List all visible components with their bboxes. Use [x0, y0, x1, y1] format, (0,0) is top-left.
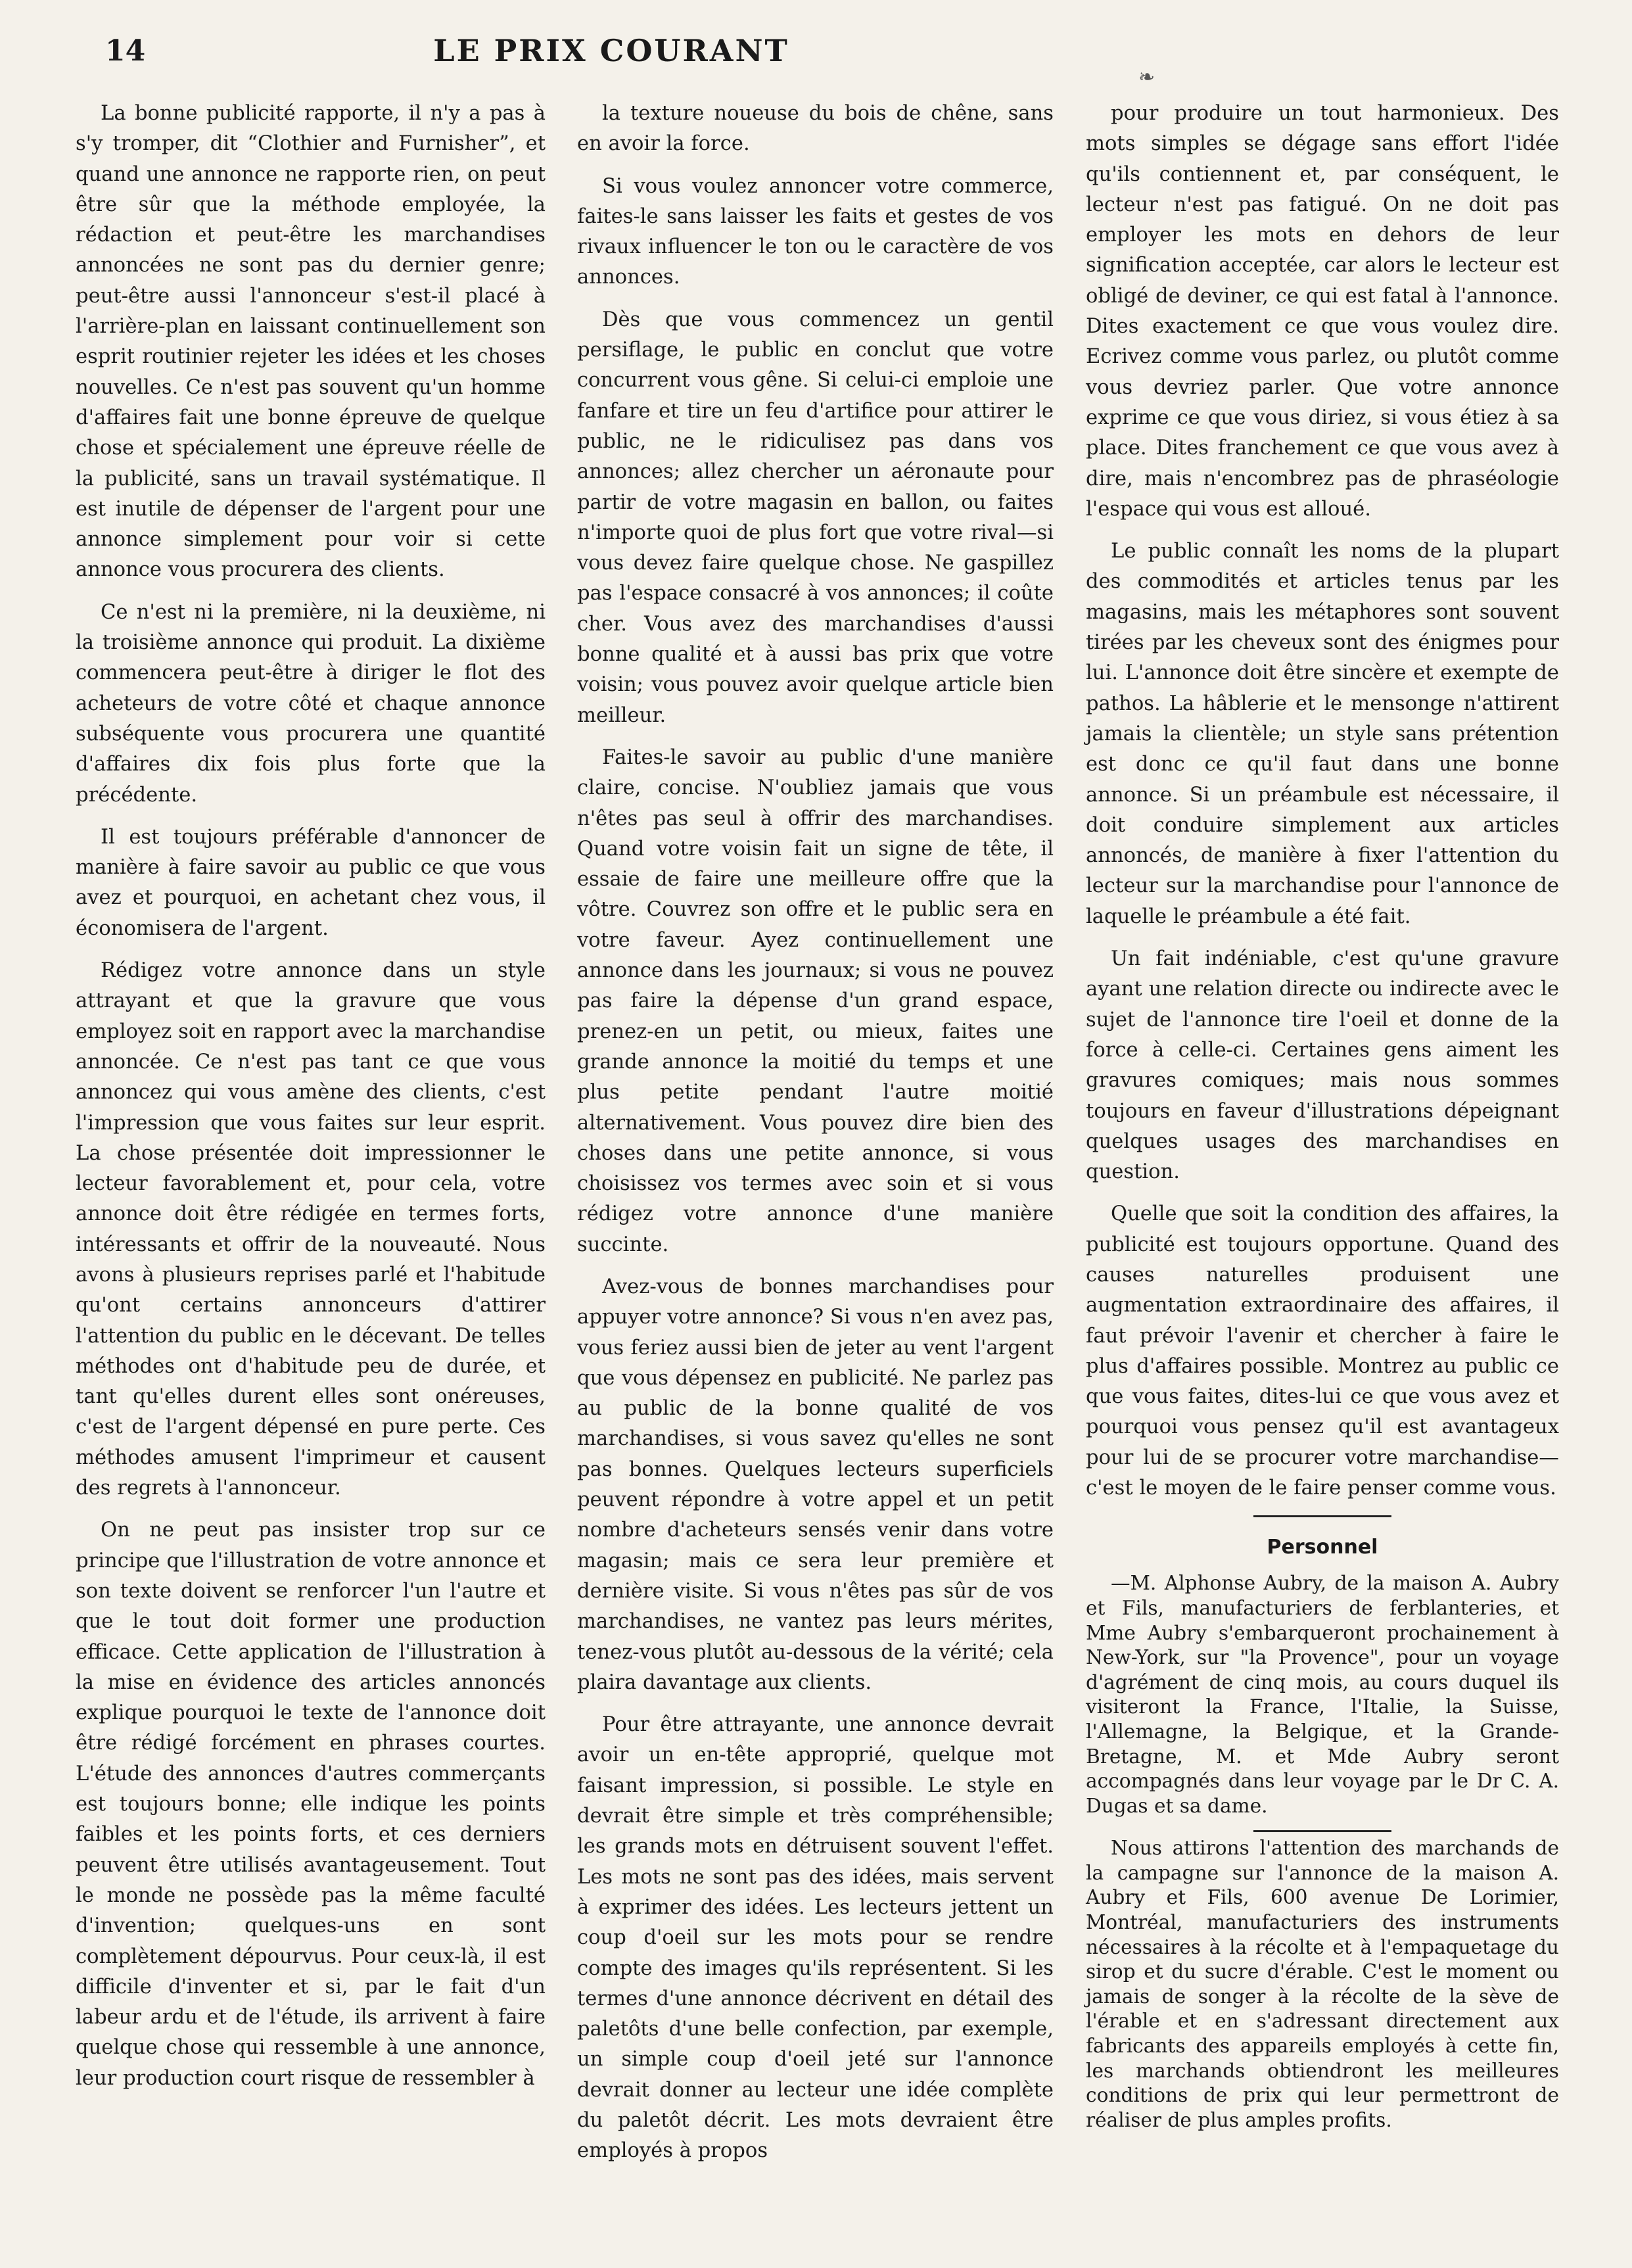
paragraph: Si vous voulez annoncer votre commerce, faites-le sans laisser les faits et gestes de vos rivaux influencer le ton ou le caractère de vos annonces. — [577, 174, 1054, 289]
news-item: —M. Alphonse Aubry, de la maison A. Aubry et Fils, manufacturiers de ferblanteries, et Mme Aubry s'embarqueront prochainement à New-York, sur "la Provence", pour un voyage d'agrément de cinq mois, au cours duquel ils visiteront la France, l'Italie, la Suisse, l'Allemagne, la Belgique, et la Grande-Bretagne, M. et Mde Aubry seront accompagnés dans leur voyage par le Dr C. A. Dugas et sa dame. — [1086, 1572, 1559, 1817]
page-number: 14 — [105, 34, 146, 68]
paragraph: Un fait indéniable, c'est qu'une gravure ayant une relation directe ou indirecte avec le sujet de l'annonce tire l'oeil et donne de la force à celle-ci. Certaines gens aiment les gravures comiques; mais nous sommes toujours en faveur d'illustrations dépeignant quelques usages des marchandises en question. — [1086, 947, 1559, 1184]
section-divider — [1253, 1515, 1391, 1517]
paragraph: Dès que vous commencez un gentil persiflage, le public en conclut que votre concurrent vous gêne. Si celui-ci emploie une fanfare et tire un feu d'artifice pour attirer le public, ne le ridiculisez pas dans vos annonces; allez chercher un aéronaute pour partir de votre magasin en ballon, ou faites n'importe quoi de plus fort que votre rival—si vous devez faire quelque chose. Ne gaspillez pas l'espace consacré à vos annonces; il coûte cher. Vous avez des marchandises d'aussi bonne qualité et à aussi bas prix que votre voisin; vous pouvez avoir quelque article bien meilleur. — [577, 308, 1054, 727]
paragraph: Rédigez votre annonce dans un style attrayant et que la gravure que vous employez soit en rapport avec la marchandise annoncée. Ce n'est pas tant ce que vous annoncez qui vous amène des clients, c'est l'impression que vous faites sur leur esprit. La chose présentée doit impressionner le lecteur favorablement et, pour cela, votre annonce doit être rédigée en termes forts, intéressants et offrir de la nouveauté. Nous avons à plusieurs reprises parlé et l'habitude qu'ont certains annonceurs d'attirer l'attention du public en le décevant. De telles méthodes ont d'habitude peu de durée, et tant qu'elles durent elles sont onéreuses, c'est de l'argent dépensé en pure perte. Ces méthodes amusent l'imprimeur et causent des regrets à l'annonceur. — [76, 959, 546, 1500]
paragraph: Avez-vous de bonnes marchandises pour appuyer votre annonce? Si vous n'en avez pas, vous feriez aussi bien de jeter au vent l'argent que vous dépensez en publicité. Ne parlez pas au public de la bonne qualité de vos marchandises, si vous savez qu'elles ne sont pas bonnes. Quelques lecteurs superficiels peuvent répondre à votre appel et un petit nombre d'acheteurs sensés venir dans votre magasin; mais ce sera leur première et dernière visite. Si vous n'êtes pas sûr de vos marchandises, ne vantez pas leurs mérites, tenez-vous plutôt au-dessous de la vérité; cela plaira davantage aux clients. — [577, 1275, 1054, 1694]
paragraph: On ne peut pas insister trop sur ce principe que l'illustration de votre annonce et son texte doivent se renforcer l'un l'autre et que le tout doit former une production efficace. Cette application de l'illustration à la mise en évidence des articles annoncés explique pourquoi le texte de l'annonce doit être rédigé forcément en phrases courtes. L'étude des annonces d'autres commerçants est toujours bonne; elle indique les points faibles et les points forts, et ces derniers peuvent être utilisés avantageusement. Tout le monde ne possède pas la même faculté d'invention; quelques-uns en sont complètement dépourvus. Pour ceux-là, il est difficile d'inventer et si, par le fait d'un labeur ardu et de l'étude, ils arrivent à faire quelque chose qui ressemble à une annonce, leur production court risque de ressembler à — [76, 1519, 546, 2090]
journal-title: LE PRIX COURANT — [433, 33, 789, 68]
paragraph: Ce n'est ni la première, ni la deuxième, ni la troisième annonce qui produit. La dixième commencera peut-être à diriger le flot des acheteurs de votre côté et chaque annonce subséquente vous procurera une quantité d'affaires dix fois plus forte que la précédente. — [76, 600, 546, 807]
paragraph: Il est toujours préférable d'annoncer de manière à faire savoir au public ce que vous avez et pourquoi, en achetant chez vous, il économisera de l'argent. — [76, 825, 546, 940]
column-2 — [577, 99, 1054, 2179]
column-3 — [1086, 99, 1559, 2139]
paragraph: Pour être attrayante, une annonce devrait avoir un en-tête approprié, quelque mot faisant impression, si possible. Le style en devrait être simple et très compréhensible; les grands mots en détruisent souvent l'effet. Les mots ne sont pas des idées, mais servent à exprimer des idées. Les lecteurs jettent un coup d'oeil sur les mots pour se rendre compte des images qu'ils représentent. Si les termes d'une annonce décrivent en détail des paletôts d'une belle confection, par exemple, un simple coup d'oeil jeté sur l'annonce devrait donner au lecteur une idée complète du paletôt décrit. Les mots devraient être employés à propos — [577, 1713, 1054, 2163]
news-item: Nous attirons l'attention des marchands de la campagne sur l'annonce de la maison A. Aubry et Fils, 600 avenue De Lorimier, Montréal, manufacturiers des instruments nécessaires à la récolte et à l'empaquetage du sirop et du sucre d'érable. C'est le moment ou jamais de songer à la récolte de la sève de l'érable et en s'adressant directement aux fabricants des appareils employés à cette fin, les marchands obtiendront les meilleures conditions de prix qui leur permettront de réaliser de plus amples profits. — [1086, 1837, 1559, 2131]
paragraph: La bonne publicité rapporte, il n'y a pas à s'y tromper, dit “Clothier and Furnisher”, et quand une annonce ne rapporte rien, on peut être sûr que la méthode employée, la rédaction et peut-être les marchandises annoncées ne sont pas du dernier genre; peut-être aussi l'annonceur s'est-il placé à l'arrière-plan en laissant continuellement son esprit routinier rejeter les idées et les choses nouvelles. Ce n'est pas souvent qu'un homme d'affaires fait une bonne épreuve de quelque chose et spécialement une épreuve réelle de la publicité, sans un travail systématique. Il est inutile de dépenser de l'argent pour une annonce simplement pour voir si cette annonce vous procurera des clients. — [76, 102, 546, 582]
paragraph: Faites-le savoir au public d'une manière claire, concise. N'oubliez jamais que vous n'êtes pas seul à offrir des marchandises. Quand votre voisin fait un signe de tête, il essaie de faire une meilleure offre que la vôtre. Couvrez son offre et le public sera en votre faveur. Ayez continuellement une annonce dans les journaux; si vous ne pouvez pas faire la dépense d'un grand espace, prenez-en un petit, ou mieux, faites une grande annonce la moitié du temps et une plus petite pendant l'autre moitié alternativement. Vous pouvez dire bien des choses dans une petite annonce, si vous choisissez vos termes avec soin et si vous rédigez votre annonce d'une manière succinte. — [577, 745, 1054, 1256]
news-items — [1086, 1571, 1559, 2133]
ornament-icon: ❧ — [1138, 66, 1155, 89]
section-heading: Personnel — [1267, 1536, 1378, 1559]
page-header — [99, 30, 1155, 89]
paragraph: pour produire un tout harmonieux. Des mots simples se dégage sans effort l'idée qu'ils contiennent et, par conséquent, le lecteur n'est pas fatigué. On ne doit pas employer les mots en dehors de leur signification acceptée, car alors le lecteur est obligé de deviner, ce qui est fatal à l'annonce. Dites exactement ce que vous voulez dire. Ecrivez comme vous parlez, ou plutôt comme vous devriez parler. Que votre annonce exprime ce que vous diriez, si vous étiez à sa place. Dites franchement ce que vous avez à dire, mais n'encombrez pas de phraséologie l'espace qui vous est alloué. — [1086, 102, 1559, 521]
paragraph: la texture noueuse du bois de chêne, sans en avoir la force. — [577, 102, 1054, 156]
column-1 — [76, 99, 546, 2106]
paragraph: Le public connaît les noms de la plupart des commodités et articles tenus par les magasins, mais les métaphores sont souvent tirées par les cheveux sont des énigmes pour lui. L'annonce doit être sincère et exempte de pathos. La hâblerie et le mensonge n'attirent jamais la clientèle; un style sans prétention est donc ce qu'il faut dans une bonne annonce. Si un préambule est nécessaire, il doit conduire simplement aux articles annoncés, de manière à fixer l'attention du lecteur sur la marchandise pour l'annonce de laquelle le préambule a été fait. — [1086, 540, 1559, 928]
item-divider — [1253, 1830, 1391, 1832]
paragraph: Quelle que soit la condition des affaires, la publicité est toujours opportune. Quand des causes naturelles produisent une augmentation extraordinaire des affaires, il faut prévoir l'avenir et chercher à faire le plus d'affaires possible. Montrez au public ce que vous faites, dites-lui ce que vous avez et pourquoi vous pensez qu'il est avantageux pour lui de se procurer votre marchandise—c'est le moyen de le faire penser comme vous. — [1086, 1202, 1559, 1500]
